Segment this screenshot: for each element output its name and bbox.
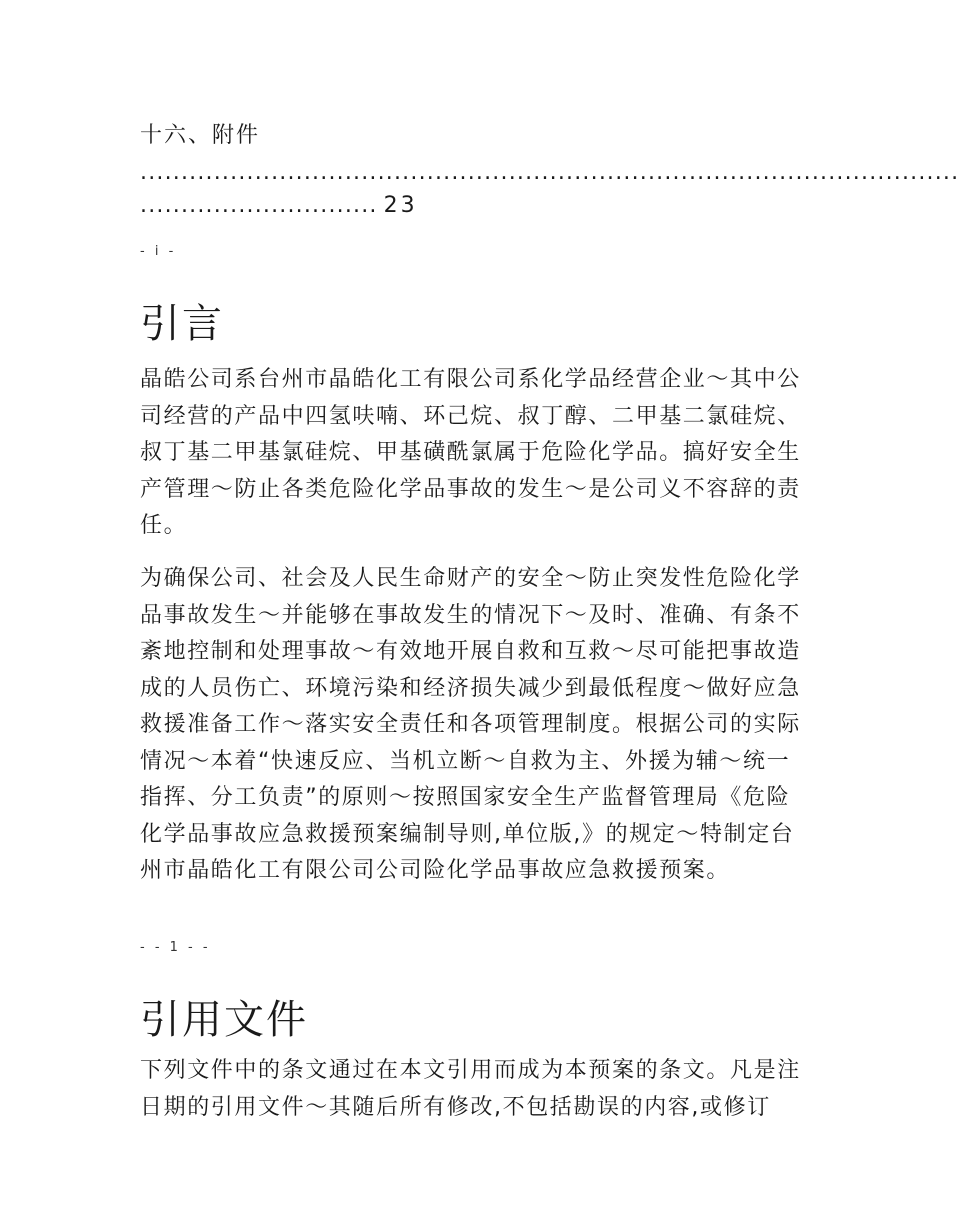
toc-page-number: 23 <box>383 193 418 218</box>
section-heading-introduction: 引言 <box>140 301 224 347</box>
toc-entry-title: 十六、附件 <box>140 123 261 148</box>
toc-leader-dots: .................................................................................................... <box>140 160 959 185</box>
page-number-marker: - i - <box>140 244 177 259</box>
page-number-marker: - - 1 - - <box>140 940 211 955</box>
paragraph: 下列文件中的条文通过在本文引用而成为本预案的条文。凡是注日期的引用文件～其随后所有修改,不包括勘误的内容,或修订 <box>140 1058 801 1120</box>
toc-leader-dots-continued: ............................. <box>140 193 378 218</box>
paragraph: 晶皓公司系台州市晶皓化工有限公司系化学品经营企业～其中公司经营的产品中四氢呋喃、环己烷、叔丁醇、二甲基二氯硅烷、叔丁基二甲基氯硅烷、甲基磺酰氯属于危险化学品。搞好安全生产管理～防止各类危险化学品事故的发生～是公司义不容辞的责任。 <box>140 367 801 538</box>
section-heading-referenced-documents: 引用文件 <box>140 997 308 1043</box>
paragraph: 为确保公司、社会及人民生命财产的安全～防止突发性危险化学品事故发生～并能够在事故发生的情况下～及时、准确、有条不紊地控制和处理事故～有效地开展自救和互救～尽可能把事故造成的人员伤亡、环境污染和经济损失减少到最低程度～做好应急救援准备工作～落实安全责任和各项管理制度。根据公司的实际情况～本着“快速反应、当机立断～自救为主、外援为辅～统一指挥、分工负责”的原则～按照国家安全生产监督管理局《危险化学品事故应急救援预案编制导则,单位版,》的规定～特制定台州市晶皓化工有限公司公司险化学品事故应急救援预案。 <box>140 566 801 883</box>
toc-entry-page-line <box>140 193 418 218</box>
